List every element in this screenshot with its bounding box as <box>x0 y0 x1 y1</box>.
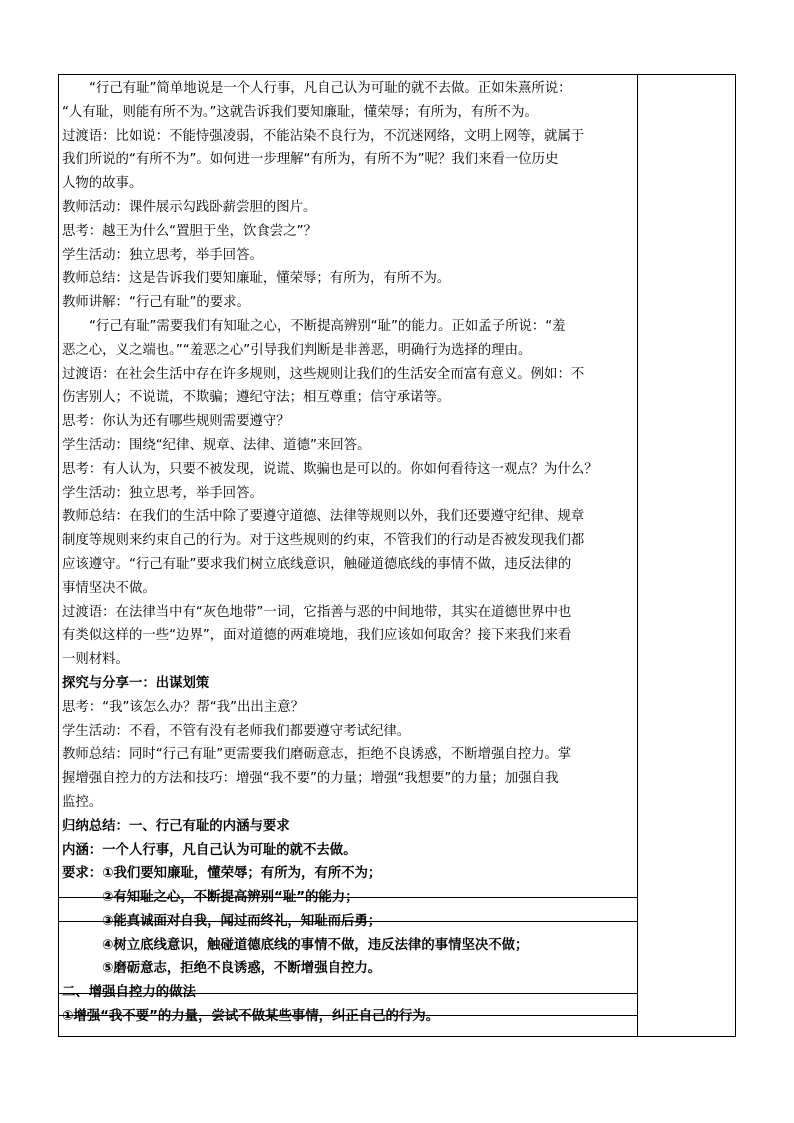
paragraph-line: 教师活动：课件展示勾践卧薪尝胆的图片。 <box>62 199 317 215</box>
paragraph-line: 我们所说的“有所不为”。如何进一步理解“有所为，有所不为”呢？我们来看一位历史 <box>62 152 559 168</box>
paragraph-line: 思考：有人认为，只要不被发现，说谎、欺骗也是可以的。你如何看待这一观点？为什么？ <box>62 461 598 477</box>
paragraph-line: 教师总结：同时“行己有耻”更需要我们磨砺意志，拒绝不良诱惑，不断增强自控力。掌 <box>62 747 572 763</box>
lesson-content <box>62 77 636 1029</box>
paragraph-line: 过渡语：比如说：不能恃强凌弱，不能沾染不良行为，不沉迷网络，文明上网等，就属于 <box>62 128 585 144</box>
paragraph-line: 思考：你认为还有哪些规则需要遵守？ <box>62 414 290 430</box>
paragraph-line: 教师总结：在我们的生活中除了要遵守道德、法律等规则以外，我们还要遵守纪律、规章 <box>62 509 585 525</box>
summary-line: ③能真诚面对自我，闻过而终礼，知耻而后勇； <box>102 913 382 929</box>
paragraph-line: 恶之心，义之端也。”“羞恶之心”引导我们判断是非善恶，明确行为选择的理由。 <box>62 342 532 358</box>
paragraph-line: 制度等规则来约束自己的行为。对于这些规则的约束，不管我们的行动是否被发现我们都 <box>62 533 585 549</box>
paragraph-line: “行己有耻”简单地说是一个人行事，凡自己认为可耻的就不去做。正如朱熹所说： <box>89 81 572 96</box>
paragraph-line: 伤害别人；不说谎，不欺骗；遵纪守法；相互尊重；信守承诺等。 <box>62 390 451 406</box>
summary-line: ④树立底线意识，触碰道德底线的事情不做，违反法律的事情坚决不做； <box>102 937 529 953</box>
paragraph-line: 学生活动：独立思考，举手回答。 <box>62 485 263 501</box>
paragraph-line: 握增强自控力的方法和技巧：增强“我不要”的力量；增强“我想要”的力量；加强自我 <box>62 771 559 787</box>
paragraph-line: 学生活动：不看，不管有没有老师我们都要遵守考试纪律。 <box>62 723 411 739</box>
summary-line: ①增强“我不要”的力量，尝试不做某些事情，纠正自己的行为。 <box>62 1009 440 1025</box>
paragraph-line: 事情坚决不做。 <box>62 580 156 596</box>
paragraph-line: 思考：“我”该怎么办？帮“我”出出主意？ <box>62 699 304 715</box>
summary-line: ②有知耻之心，不断提高辨别“耻”的能力； <box>102 890 359 906</box>
paragraph-line: 思考：越王为什么“置胆于坐，饮食尝之”？ <box>62 223 317 239</box>
summary-line: 内涵：一个人行事，凡自己认为可耻的就不去做。 <box>62 842 357 858</box>
paragraph-line: 人物的故事。 <box>62 176 143 192</box>
paragraph-line: 监控。 <box>62 794 103 810</box>
paragraph-line: 过渡语：在法律当中有“灰色地带”一词，它指善与恶的中间地带，其实在道德世界中也 <box>62 604 572 620</box>
paragraph-line: 教师总结：这是告诉我们要知廉耻，懂荣辱；有所为，有所不为。 <box>62 271 451 287</box>
paragraph-line: 教师讲解：“行己有耻”的要求。 <box>62 295 250 311</box>
paragraph-line: 应该遵守。“行己有耻”要求我们树立底线意识，触碰道德底线的事情不做，违反法律的 <box>62 556 572 572</box>
paragraph-line: 学生活动：围绕“纪律、规章、法律、道德”来回答。 <box>62 437 371 453</box>
section-heading: 探究与分享一：出谋划策 <box>62 675 210 691</box>
paragraph-line: “人有耻，则能有所不为。”这就告诉我们要知廉耻，懂荣辱；有所为，有所不为。 <box>62 104 538 120</box>
summary-line: ⑤磨砺意志，拒绝不良诱惑，不断增强自控力。 <box>102 961 382 977</box>
paragraph-line: 有类似这样的一些“边界”，面对道德的两难境地，我们应该如何取舍？接下来我们来看 <box>62 628 572 644</box>
paragraph-line: 过渡语：在社会生活中存在许多规则，这些规则让我们的生活安全而富有意义。例如：不 <box>62 366 585 382</box>
lesson-table <box>58 74 736 1037</box>
paragraph-line: 一则材料。 <box>62 652 129 668</box>
summary-heading: 归纳总结：一、行己有耻的内涵与要求 <box>62 818 290 834</box>
summary-heading: 二、增强自控力的做法 <box>62 985 196 1001</box>
summary-line: 要求：①我们要知廉耻，懂荣辱；有所为，有所不为； <box>62 866 382 882</box>
paragraph-line: “行己有耻”需要我们有知耻之心，不断提高辨别“耻”的能力。正如孟子所说：“羞 <box>89 318 566 334</box>
paragraph-line: 学生活动：独立思考，举手回答。 <box>62 247 263 263</box>
column-divider <box>637 75 638 1036</box>
